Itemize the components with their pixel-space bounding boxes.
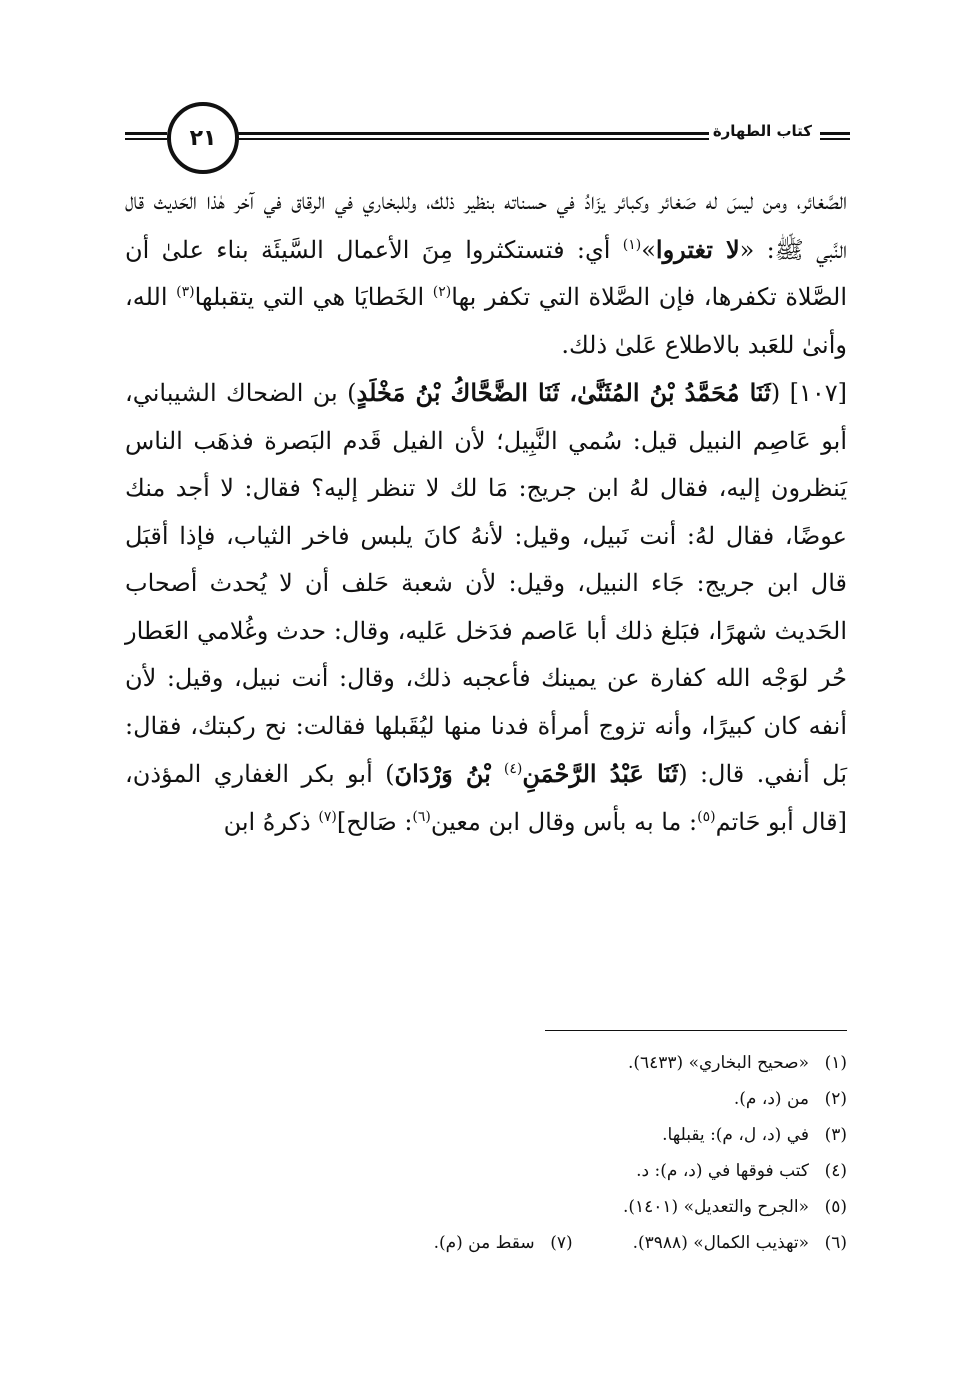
header-rule <box>235 138 742 140</box>
header-rule <box>125 132 167 135</box>
text-run: : ما به بأس وقال ابن معين <box>430 807 698 836</box>
main-text <box>125 178 847 846</box>
paragraph-commentary <box>125 178 847 369</box>
running-title: كتاب الطهارة <box>709 122 816 140</box>
footnote-ref: (١) <box>622 236 642 253</box>
header-rule <box>125 138 167 140</box>
footnote-1: (١)«صحيح البخاري» (٦٤٣٣). <box>627 1053 847 1073</box>
header-rule <box>820 138 850 140</box>
page-number: ٢١ <box>189 125 217 151</box>
footnote-4: (٤)كتب فوقها في (د، م): د. <box>636 1161 847 1181</box>
text-run: الله، وأنىٰ للعَبد بالاطلاع عَلىٰ ذلك. <box>125 283 847 359</box>
bold-run: ثَنَا مُحَمَّدُ بْنُ المُثَنَّىٰ، ثَنَا الضَّحَّاكُ بْنُ مَخْلَدٍ <box>356 378 771 407</box>
page-number-badge <box>167 102 239 174</box>
paragraph-hadith-107 <box>125 369 847 846</box>
text-run: ) بن الضحاك الشيباني، أبو عَاصِم النبيل قيل: سُمي النَّبِيل؛ لأن الفيل قَدم البَصرة فذهَب الناس يَنظرون إليه، فقال لهُ ابن جريج: مَا لك لا تنظر إليه؟ فقال: لا أجد منك عوضًا، فقال لهُ: أنت نَبيل، وقيل: لأنهُ كانَ يلبس فاخر الثياب، فإذا أقبَل قال ابن جريج: جَاء النبيل، وقيل: لأن شعبة حَلف أن لا يُحدث أصحاب الحَديث شهرًا، فبَلغ ذلك أبا عَاصم فدَخل عَليه، وقال: حدث وغُلامي العَطار حُر لوَجْه الله كفارة عن يمينك فأعجبه ذلك، وقال: أنت نبيل، وقيل: لأن أنفه كان كبيرًا، وأنه تزوج أمرأة فدنا منها ليُقَبلها فقالت: نح ركبتك، فقال: بَل أنفي. قال: ( <box>125 379 848 788</box>
footnote-separator <box>545 1030 847 1031</box>
text-run: الخَطايَا هي التي يتقبلها <box>194 283 433 311</box>
footnote-ref: (٦) <box>412 808 431 825</box>
text-run: » <box>641 235 656 264</box>
header-rule <box>820 132 850 135</box>
footnote-ref: (٣) <box>176 284 195 300</box>
footnote-row <box>125 1225 847 1261</box>
text-run: ذكرهُ ابن <box>223 807 319 836</box>
footnote-7: (٧)سقط من (م). <box>433 1233 573 1253</box>
footnote-ref: (٥) <box>697 808 716 825</box>
footnote-3: (٣)في (د، ل، م): يقبلها. <box>662 1125 847 1145</box>
bold-run: ثَنَا عَبْدُ الرَّحْمَنِ <box>522 759 679 788</box>
page-header <box>125 100 850 180</box>
bold-run: بْنُ وَرْدَانَ <box>394 759 504 788</box>
text-run: أي: فتستكثروا مِنَ الأعمال السَّيئَة بناء علىٰ أن الصَّلاة تكفرها، فإن الصَّلاة التي تكفر بها <box>125 235 848 311</box>
text-run: الصَّغائر، ومن ليسَ له صَغائر وكبائر يزَادُ في حسناته بنظير ذلك، وللبخاري في الرقاق في آخر هٰذا الحَديث قال النَّبي ﷺ: « <box>125 187 848 264</box>
footnote-ref: (٤) <box>503 761 523 777</box>
header-rule <box>235 132 742 135</box>
footnotes <box>125 1045 847 1261</box>
bold-run: لا تغتروا <box>655 234 740 264</box>
footnote-6: (٦)«تهذيب الكمال» (٣٩٨٨). <box>632 1233 847 1253</box>
text-run: ) أبو بكر الغفاري المؤذن، [قال أبو حَاتم <box>125 760 847 836</box>
text-run: [١٠٧] ( <box>770 379 848 407</box>
text-run: : صَالح] <box>336 807 413 836</box>
footnote-5: (٥)«الجرح والتعديل» (١٤٠١). <box>622 1197 847 1217</box>
footnote-ref: (٢) <box>432 284 452 300</box>
footnote-2: (٢)من (د، م). <box>733 1089 847 1109</box>
footnote-ref: (٧) <box>318 808 337 825</box>
